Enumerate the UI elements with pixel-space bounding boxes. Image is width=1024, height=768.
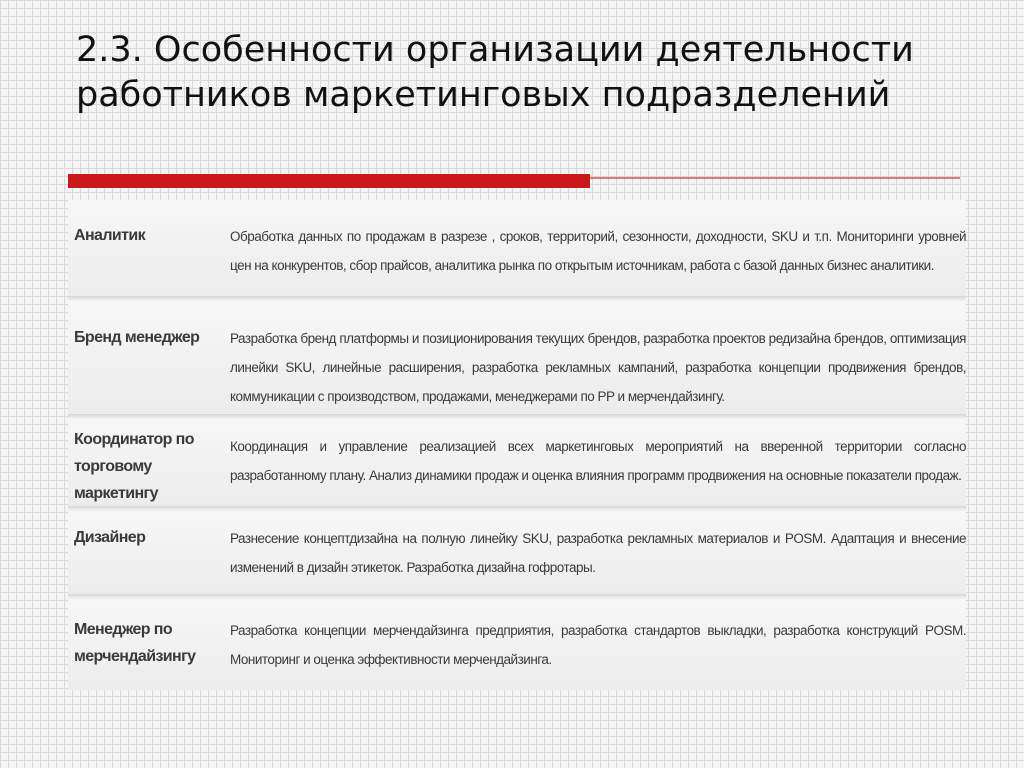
title-underline-bar bbox=[68, 174, 590, 188]
role-description: Разработка бренд платформы и позиционирования текущих брендов, разработка проектов редизайна брендов, оптимизация линейки SKU, линейные расширения, разработка рекламных кампаний, разработка концепции продвижения брендов, коммуникации с производством, продажами, менеджерами по PP и мерчендайзингу. bbox=[230, 331, 966, 404]
role-name: Менеджер по мерчендайзингу bbox=[74, 621, 196, 665]
role-description: Обработка данных по продажам в разрезе , сроков, территорий, сезонности, доходности, SKU и т.п. Мониторинги уровней цен на конкурентов, сбор прайсов, аналитика рынка по открытым источникам, работа с базой данных бизнес аналитики. bbox=[230, 229, 966, 273]
role-description: Разнесение концептдизайна на полную линейку SKU, разработка рекламных материалов и POSM. Адаптация и внесение изменений в дизайн этикеток. Разработка дизайна гофротары. bbox=[230, 531, 966, 575]
table-row bbox=[68, 302, 966, 414]
table-row bbox=[68, 512, 966, 594]
role-name: Бренд менеджер bbox=[74, 329, 200, 346]
slide-title: 2.3. Особенности организации деятельности работников маркетинговых подразделений bbox=[76, 30, 914, 115]
role-description: Координация и управление реализацией всех маркетинговых мероприятий на вверенной территории согласно разработанному плану. Анализ динамики продаж и оценка влияния программ продвижения на основные показатели продаж. bbox=[230, 439, 966, 483]
role-description: Разработка концепции мерчендайзинга предприятия, разработка стандартов выкладки, разработка конструкций POSM. Мониторинг и оценка эффективности мерчендайзинга. bbox=[230, 623, 966, 667]
roles-table bbox=[68, 200, 966, 690]
role-name: Дизайнер bbox=[74, 529, 146, 546]
title-underline-line bbox=[590, 177, 960, 179]
table-row bbox=[68, 600, 966, 690]
table-row bbox=[68, 420, 966, 506]
title-underline bbox=[68, 174, 960, 188]
table-row bbox=[68, 200, 966, 296]
role-name: Координатор по торговому маркетингу bbox=[74, 431, 194, 502]
role-name: Аналитик bbox=[74, 227, 145, 244]
